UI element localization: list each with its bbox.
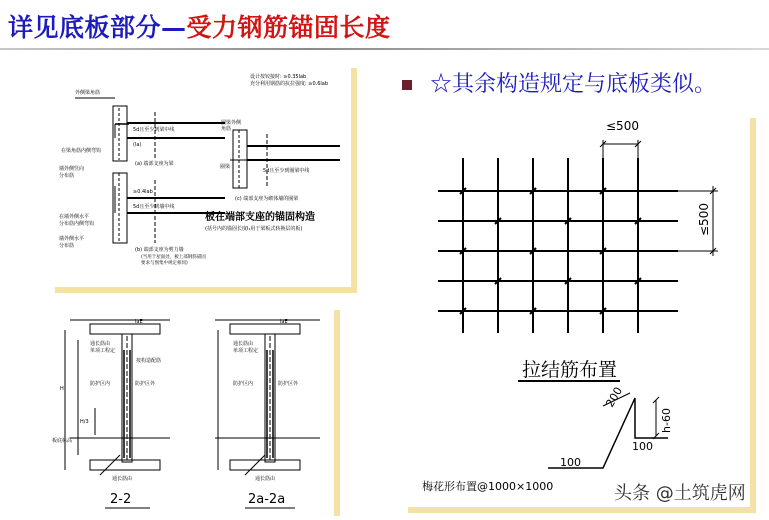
note-04: ≥0.4lab — [133, 189, 153, 195]
s2-single: 单项工程定 — [233, 348, 259, 354]
caption-a: (a) 端部支座为梁 — [135, 161, 174, 167]
s2-lae: laE — [280, 319, 288, 325]
left-note-3: 墙外侧竖向 — [59, 166, 85, 172]
caption-b-note-1: (当用于屋面处，板上部钢筋锚固 — [141, 255, 206, 260]
s2-through-bottom: 通长筋由 — [255, 476, 276, 482]
s1-h3: H/3 — [80, 419, 89, 425]
s1-through-bottom: 通长筋由 — [112, 476, 133, 482]
section-2a-2a-label: 2a-2a — [248, 492, 286, 507]
right-note-3: 圈梁 — [220, 164, 231, 170]
title-part-2: 受力钢筋锚固长度 — [186, 13, 391, 42]
title-divider — [0, 48, 769, 50]
s1-level: 板底标高 — [52, 438, 73, 444]
caption-b: (b) 端部支座为剪力墙 — [135, 247, 184, 253]
note-design-2: 充分利用钢筋的抗拉强度: ≥0.6lab — [250, 81, 329, 87]
caption-b-note-2: 要求与图集中规定相同) — [141, 261, 188, 266]
slab-anchorage-drawing — [55, 68, 357, 293]
s1-through: 通长筋由 — [90, 341, 111, 347]
right-note-2: 角筋 — [221, 126, 232, 132]
s2-through: 通长筋由 — [233, 341, 254, 347]
left-note-4: 分布筋 — [59, 173, 75, 179]
tie-pattern-label: 梅花形布置@1000×1000 — [422, 480, 554, 493]
spacing-label-vertical: ≤500 — [697, 203, 711, 236]
note-design-1: 设计按铰接时: ≥0.35lab — [250, 74, 307, 80]
note-5d-beam: 5d且至少到梁中线 — [133, 127, 175, 133]
bullet-text: ☆其余构造规定与底板类似。 — [430, 72, 717, 97]
left-note-7: 墙外侧水平 — [59, 236, 85, 242]
page-title — [8, 8, 391, 44]
bullet-square-icon — [402, 80, 412, 90]
right-note-1: 圈梁外侧 — [221, 120, 242, 126]
left-note-1: 外侧梁角筋 — [75, 90, 101, 96]
anchorage-caption: 板在端部支座的锚固构造 — [205, 212, 315, 223]
tie-dim-100-right: 100 — [632, 440, 653, 453]
title-part-1: 详见底板部分— — [8, 13, 187, 42]
note-la: (la) — [133, 142, 142, 148]
s1-single: 单项工程定 — [90, 348, 116, 354]
s1-protect-in: 防护区内 — [90, 381, 111, 387]
s1-protect-out: 防护区外 — [135, 381, 156, 387]
left-note-5: 在墙外侧水平 — [59, 214, 90, 220]
s1-H: H — [60, 386, 64, 392]
tie-title: 拉结筋布置 — [522, 359, 618, 381]
s2-protect-out: 防护区外 — [278, 381, 299, 387]
left-note-2: 在梁角筋内侧弯钩 — [61, 148, 102, 154]
spacing-label-horizontal: ≤500 — [606, 119, 639, 133]
right-caption: (c) 端部支座为砌体墙的圈梁 — [235, 196, 299, 202]
anchorage-subcaption: (括号内的锚固长度l₁用于梁板式转换层的板) — [205, 226, 303, 232]
watermark-text: 头条 @土筑虎网 — [614, 483, 746, 504]
s1-anchor: 按构造配筋 — [136, 358, 162, 364]
s2-protect-in: 防护区内 — [233, 381, 254, 387]
s1-lae: laE — [135, 319, 143, 325]
left-note-8: 分布筋 — [59, 243, 75, 249]
tie-dim-200: 200 — [603, 384, 626, 410]
left-note-6: 分布筋内侧弯钩 — [59, 221, 95, 227]
section-2-2-label: 2-2 — [110, 492, 132, 507]
right-5d: 5d且至少到圈梁中线 — [263, 168, 310, 174]
wall-sections-drawing — [50, 310, 340, 516]
tie-dim-100-left: 100 — [560, 456, 581, 469]
tie-bar-layout-drawing — [408, 118, 756, 513]
note-5d-wall: 5d且至少到墙中线 — [133, 204, 175, 210]
tie-dim-h60: h-60 — [660, 408, 673, 433]
